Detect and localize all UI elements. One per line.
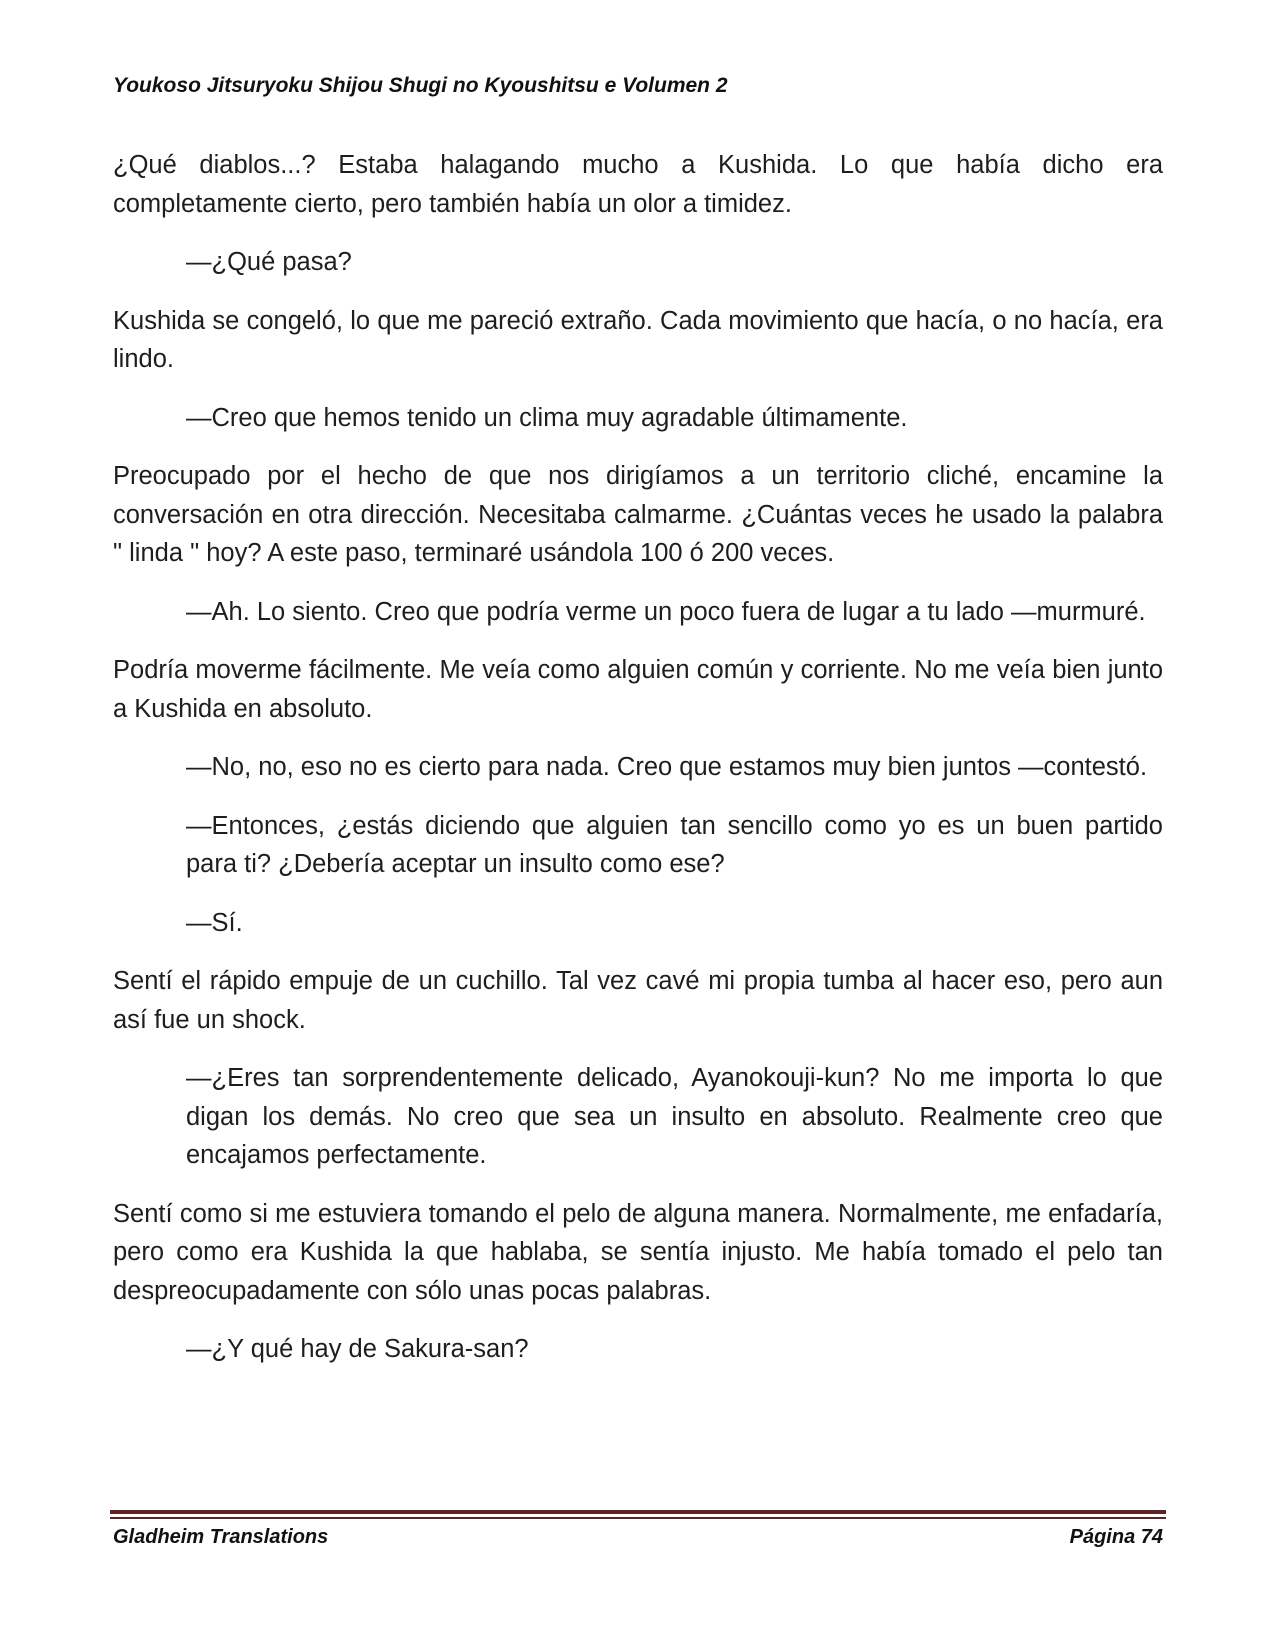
page-header-title: Youkoso Jitsuryoku Shijou Shugi no Kyoushitsu e Volumen 2 xyxy=(113,74,728,97)
dialogue-paragraph: —Sí. xyxy=(186,908,243,937)
dialogue-paragraph: —Ah. Lo siento. Creo que podría verme un poco fuera de lugar a tu lado —murmuré. xyxy=(186,597,1146,626)
paragraph: Sentí como si me estuviera tomando el pelo de alguna manera. Normalmente, me enfadaría, pero como era Kushida la que hablaba, se sentía injusto. Me había tomado el pelo tan despreocupadamente con sólo unas pocas palabras. xyxy=(113,1199,1163,1305)
footer-divider xyxy=(110,1510,1166,1519)
dialogue-paragraph: —¿Eres tan sorprendentemente delicado, Ayanokouji-kun? No me importa lo que digan los demás. No creo que sea un insulto en absoluto. Realmente creo que encajamos perfectamente. xyxy=(186,1064,1163,1169)
paragraph: Podría moverme fácilmente. Me veía como alguien común y corriente. No me veía bien junto a Kushida en absoluto. xyxy=(113,656,1163,723)
footer-translator-credit: Gladheim Translations xyxy=(113,1526,329,1548)
footer-page-number: Página 74 xyxy=(1069,1526,1163,1548)
paragraph: Kushida se congeló, lo que me pareció extraño. Cada movimiento que hacía, o no hacía, era lindo. xyxy=(113,306,1163,373)
footer-divider-thin-line xyxy=(110,1517,1166,1519)
footer-divider-thick-line xyxy=(110,1510,1166,1514)
body-text xyxy=(113,146,1163,1389)
dialogue-paragraph: —Entonces, ¿estás diciendo que alguien tan sencillo como yo es un buen partido para ti? ¿Debería aceptar un insulto como ese? xyxy=(186,811,1163,878)
dialogue-paragraph: —Creo que hemos tenido un clima muy agradable últimamente. xyxy=(186,403,908,432)
dialogue-paragraph: —¿Qué pasa? xyxy=(186,248,352,276)
dialogue-paragraph: —¿Y qué hay de Sakura-san? xyxy=(186,1335,529,1363)
paragraph: ¿Qué diablos...? Estaba halagando mucho a Kushida. Lo que había dicho era completamente cierto, pero también había un olor a timidez. xyxy=(113,151,1163,218)
paragraph: Preocupado por el hecho de que nos dirigíamos a un territorio cliché, encamine la conversación en otra dirección. Necesitaba calmarme. ¿Cuántas veces he usado la palabra " linda " hoy? A este paso, terminaré usándola 100 ó 200 veces. xyxy=(113,462,1163,567)
paragraph: Sentí el rápido empuje de un cuchillo. Tal vez cavé mi propia tumba al hacer eso, pero aun así fue un shock. xyxy=(113,967,1163,1034)
dialogue-paragraph: —No, no, eso no es cierto para nada. Creo que estamos muy bien juntos —contestó. xyxy=(186,753,1148,781)
